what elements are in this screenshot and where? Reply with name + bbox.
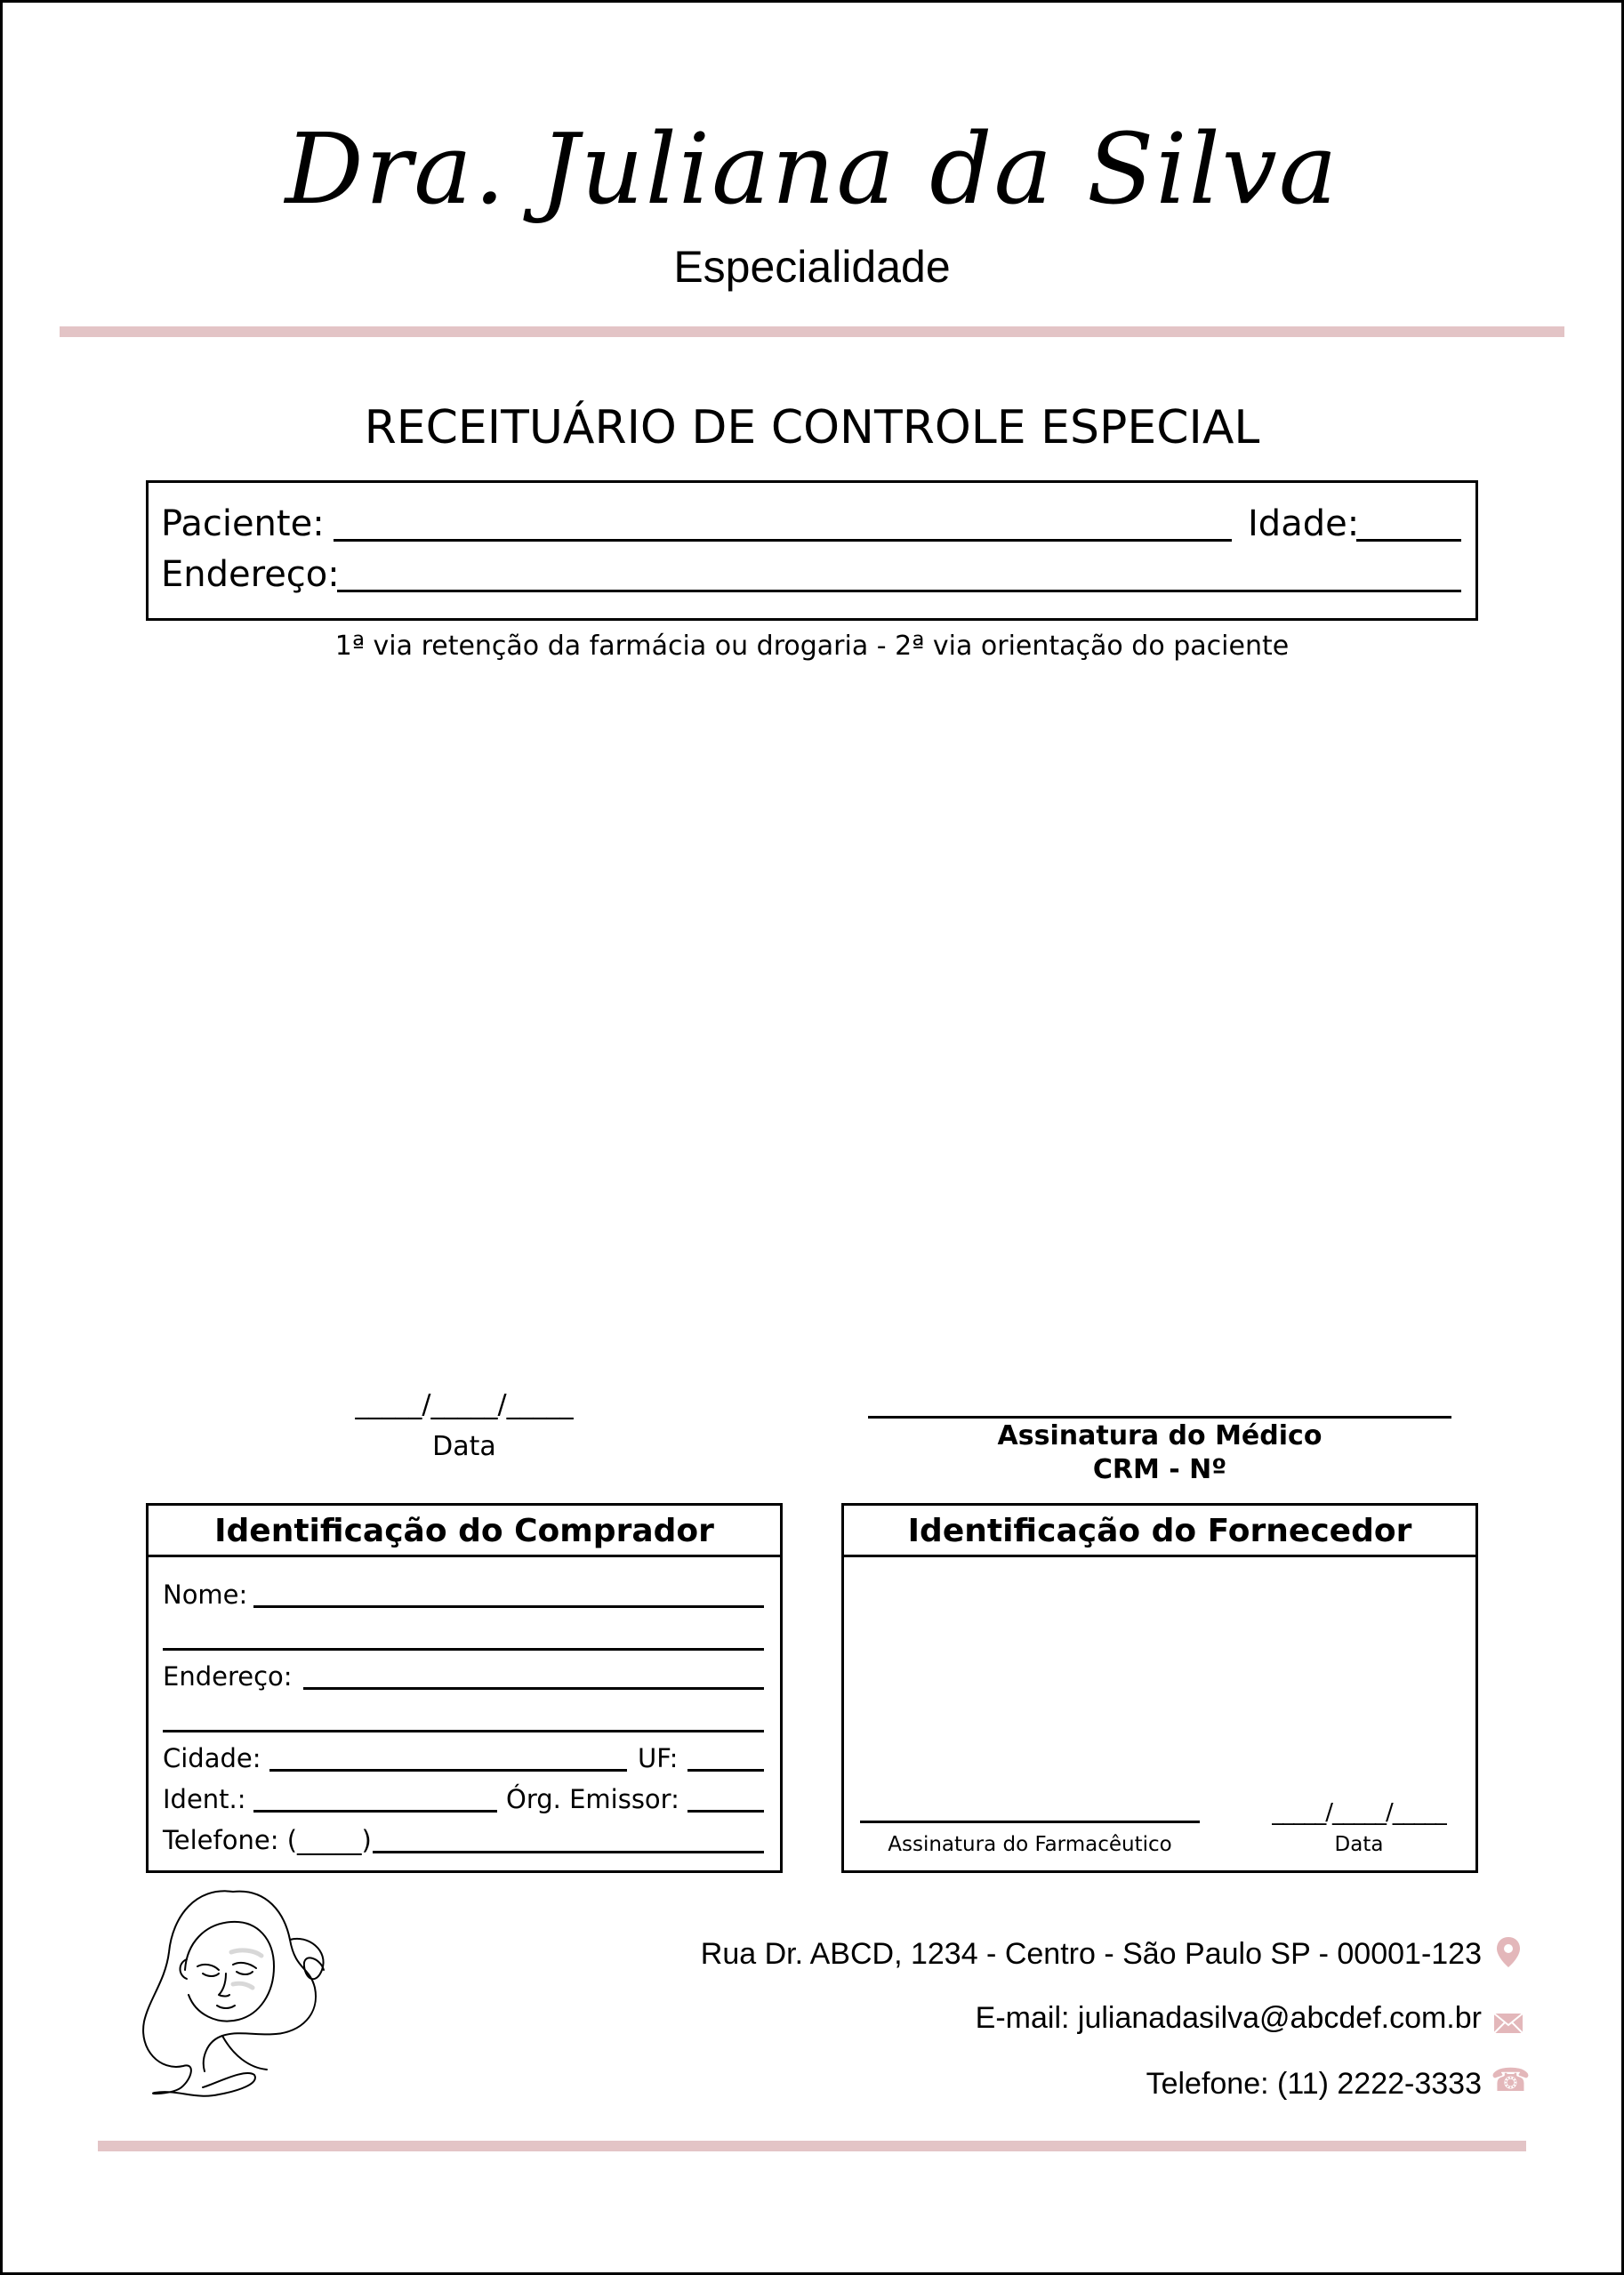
buyer-id-line[interactable] — [253, 1810, 497, 1813]
doctor-signature-label: Assinatura do Médico — [997, 1420, 1323, 1451]
pharmacist-signature-label: Assinatura do Farmacêutico — [888, 1833, 1172, 1856]
face-illustration — [133, 1881, 347, 2103]
supplier-date-label: Data — [1334, 1833, 1384, 1856]
supplier-title: Identificação do Fornecedor — [844, 1506, 1475, 1557]
contact-address: Rua Dr. ABCD, 1234 - Centro - São Paulo SP - 00001-123 — [700, 1937, 1482, 1971]
age-line[interactable] — [1356, 539, 1461, 542]
doctor-name: Dra. Juliana da Silva — [285, 112, 1339, 226]
buyer-issuer-label: Órg. Emissor: — [506, 1784, 679, 1814]
specialty: Especialidade — [673, 242, 951, 292]
doctor-signature-line[interactable] — [868, 1416, 1451, 1419]
address-label: Endereço: — [161, 554, 340, 595]
telephone-icon: ☎ — [1491, 2062, 1531, 2099]
buyer-address-label: Endereço: — [163, 1661, 293, 1692]
buyer-issuer-line[interactable] — [687, 1810, 764, 1813]
buyer-name-line-2[interactable] — [163, 1648, 764, 1651]
buyer-address-line-2[interactable] — [163, 1730, 764, 1732]
contact-email: E-mail: julianadasilva@abcdef.com.br — [975, 2001, 1482, 2035]
patient-name-line[interactable] — [334, 539, 1232, 542]
footer-divider — [98, 2141, 1526, 2151]
form-title: RECEITUÁRIO DE CONTROLE ESPECIAL — [364, 401, 1260, 454]
buyer-name-label: Nome: — [163, 1580, 248, 1610]
location-pin-icon — [1491, 1935, 1526, 1975]
patient-box — [146, 480, 1478, 621]
buyer-phone-line[interactable] — [373, 1851, 764, 1853]
copies-note: 1ª via retenção da farmácia ou drogaria - 2ª via orientação do paciente — [334, 631, 1290, 662]
patient-label: Paciente: — [161, 503, 325, 544]
contact-phone: Telefone: (11) 2222-3333 — [1146, 2067, 1482, 2101]
supplier-date-blank[interactable]: _____/_____/_____ — [1272, 1799, 1446, 1826]
prescription-area[interactable] — [146, 676, 1478, 1370]
buyer-id-label: Ident.: — [163, 1784, 246, 1814]
buyer-name-line[interactable] — [253, 1605, 764, 1608]
pharmacist-signature-line[interactable] — [860, 1821, 1200, 1823]
prescription-date-blank[interactable]: _____/_____/_____ — [355, 1389, 574, 1420]
supplier-box — [841, 1503, 1478, 1873]
buyer-phone-label: Telefone: (_____) — [163, 1825, 372, 1855]
buyer-city-line[interactable] — [269, 1769, 627, 1772]
age-label: Idade: — [1248, 503, 1360, 544]
buyer-state-line[interactable] — [687, 1769, 764, 1772]
buyer-box — [146, 1503, 783, 1873]
buyer-state-label: UF: — [638, 1743, 679, 1773]
buyer-title: Identificação do Comprador — [149, 1506, 780, 1557]
envelope-icon — [1491, 2008, 1526, 2040]
address-line[interactable] — [337, 590, 1461, 592]
header-divider — [60, 326, 1564, 337]
date-label: Data — [432, 1431, 496, 1462]
crm-label: CRM - Nº — [1092, 1454, 1227, 1485]
buyer-city-label: Cidade: — [163, 1743, 261, 1773]
buyer-address-line[interactable] — [303, 1687, 764, 1690]
